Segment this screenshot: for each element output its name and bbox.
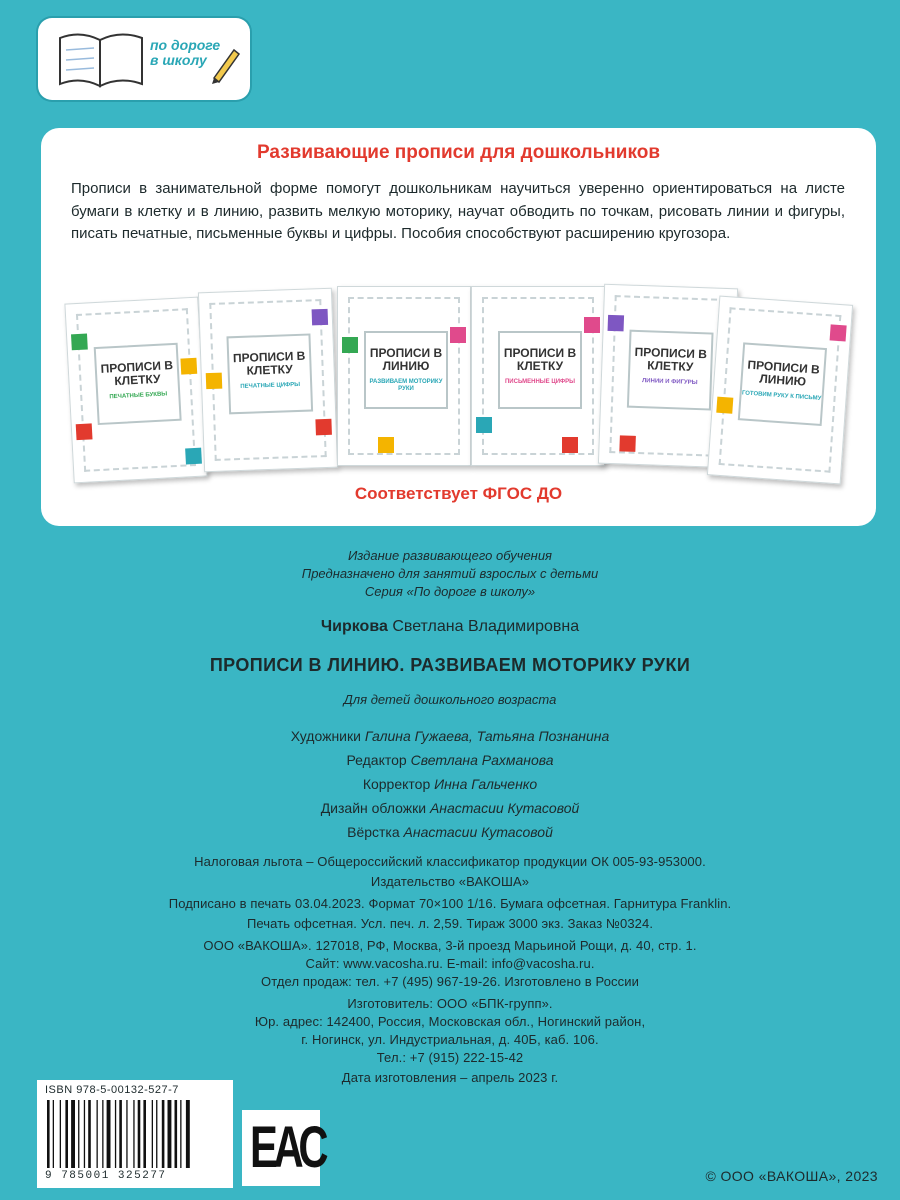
panel-title: Развивающие прописи для дошкольников (256, 142, 661, 163)
legal-line: Тел.: +7 (915) 222-15-42 (376, 1050, 524, 1065)
audience: Для детей дошкольного возраста (343, 692, 557, 707)
book-cover-2: ПРОПИСИ В КЛЕТКУ ПЕЧАТНЫЕ ЦИФРЫ (198, 288, 338, 473)
imprint-line-3: Серия «По дороге в школу» (364, 584, 536, 599)
eac-mark: ЕАС (242, 1110, 320, 1186)
legal-line: Дата изготовления – апрель 2023 г. (341, 1070, 559, 1085)
legal-line: Налоговая льгота – Общероссийский классификатор продукции ОК 005-93-953000. (194, 854, 706, 869)
logo-text: по дороге в школу (150, 37, 221, 68)
book-title: ПРОПИСИ В ЛИНИЮ. РАЗВИВАЕМ МОТОРИКУ РУКИ (209, 655, 691, 675)
legal-line: Сайт: www.vacosha.ru. E-mail: info@vacosha.ru. (305, 956, 595, 971)
legal-line: Юр. адрес: 142400, Россия, Московская обл., Ногинский район, (254, 1014, 646, 1029)
imprint-line-2: Предназначено для занятий взрослых с детьми (301, 566, 599, 581)
book-cover-4: ПРОПИСИ В КЛЕТКУ ПИСЬМЕННЫЕ ЦИФРЫ (471, 286, 605, 466)
staff-artists: Художники Галина Гужаева, Татьяна Познанина (290, 728, 610, 744)
copyright: © ООО «ВАКОША», 2023 (705, 1168, 878, 1184)
panel-description: Прописи в занимательной форме помогут дошкольникам научиться уверенно ориентироваться на листе бумаги в клетку и в линию, развить мелкую моторику, научат обводить по точкам, рисовать линии и фигуры, писать печатные, письменные буквы и цифры. Пособия способствуют расширению кругозора. (71, 180, 845, 242)
legal-line: Подписано в печать 03.04.2023. Формат 70×100 1/16. Бумага офсетная. Гарнитура Franklin. (168, 896, 732, 911)
isbn-barcode (37, 1080, 233, 1188)
staff-editor: Редактор Светлана Рахманова (346, 752, 554, 768)
barcode-icon (45, 1100, 225, 1170)
isbn-label: ISBN 978-5-00132-527-7 (45, 1084, 179, 1096)
notebook-icon (50, 26, 150, 92)
standard-note: Соответствует ФГОС ДО (354, 484, 563, 503)
legal-line: Печать офсетная. Усл. печ. л. 2,59. Тираж 3000 экз. Заказ №0324. (246, 916, 654, 931)
book-cover-3: ПРОПИСИ В ЛИНИЮ РАЗВИВАЕМ МОТОРИКУ РУКИ (337, 286, 471, 466)
book-cover-5: ПРОПИСИ В КЛЕТКУ ЛИНИИ И ФИГУРЫ (598, 284, 738, 469)
author: Чиркова Светлана Владимировна (320, 618, 580, 635)
isbn-digits: 9 785001 325277 (45, 1170, 167, 1182)
legal-line: Издательство «ВАКОША» (370, 874, 530, 889)
legal-line: Изготовитель: ООО «БПК-групп». (347, 996, 553, 1011)
series-panel (41, 128, 876, 526)
staff-layout: Вёрстка Анастасии Кутасовой (347, 824, 553, 840)
staff-cover-design: Дизайн обложки Анастасии Кутасовой (320, 800, 580, 816)
book-cover-1: ПРОПИСИ В КЛЕТКУ ПЕЧАТНЫЕ БУКВЫ (64, 297, 207, 484)
legal-line: г. Ногинск, ул. Индустриальная, д. 40Б, каб. 106. (301, 1032, 599, 1047)
imprint-line-1: Издание развивающего обучения (347, 548, 553, 563)
pencil-icon (208, 44, 242, 84)
legal-line: Отдел продаж: тел. +7 (495) 967-19-26. Изготовлено в России (261, 974, 639, 989)
book-cover-6: ПРОПИСИ В ЛИНИЮ ГОТОВИМ РУКУ К ПИСЬМУ (707, 296, 853, 485)
series-logo (38, 18, 250, 100)
staff-proofreader: Корректор Инна Гальченко (362, 776, 538, 792)
legal-line: ООО «ВАКОША». 127018, РФ, Москва, 3-й проезд Марьиной Рощи, д. 40, стр. 1. (203, 938, 697, 953)
